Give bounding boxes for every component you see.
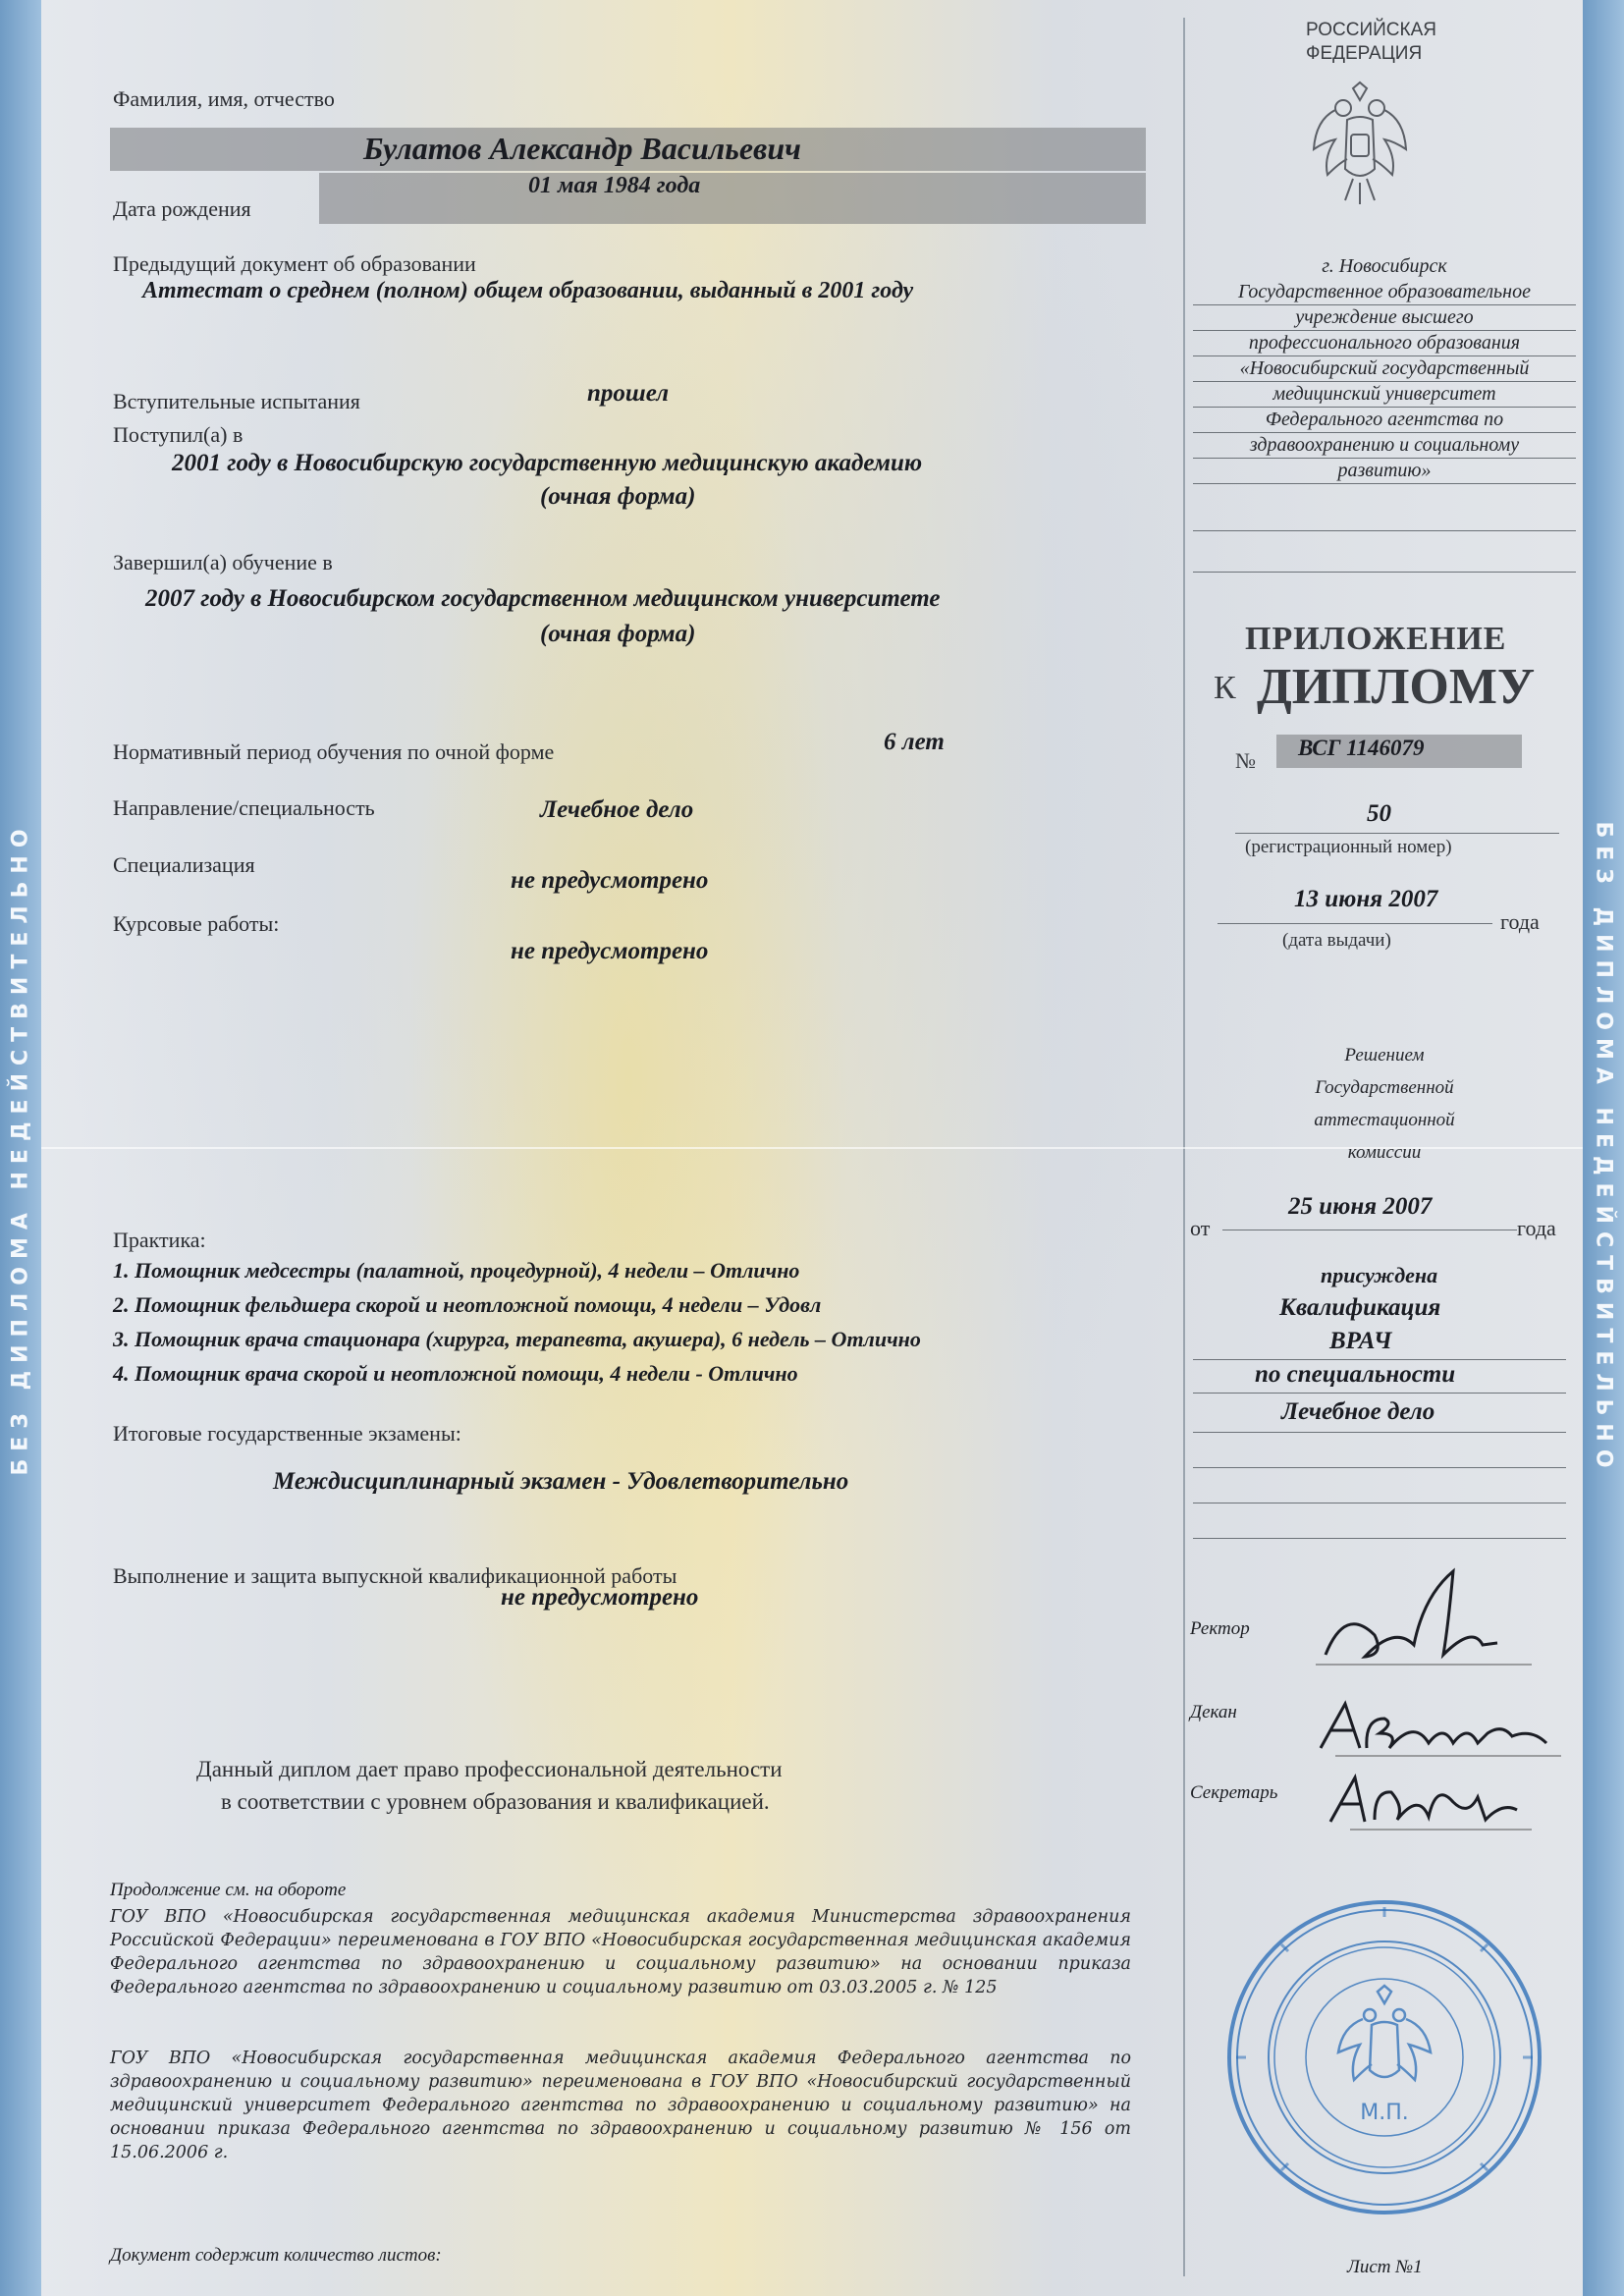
number-label: № bbox=[1235, 748, 1256, 773]
right-strip-caption: БЕЗ ДИПЛОМА НЕДЕЙСТВИТЕЛЬНО bbox=[1591, 820, 1616, 1476]
rule bbox=[1193, 530, 1576, 531]
practice-label: Практика: bbox=[113, 1228, 206, 1252]
practice-item-3: 3. Помощник врача стационара (хирурга, терапевта, акушера), 6 недель – Отлично bbox=[113, 1327, 921, 1351]
institution-line-3: учреждение высшего bbox=[1295, 306, 1474, 328]
rule bbox=[1193, 1432, 1566, 1433]
prev-doc-label: Предыдущий документ об образовании bbox=[113, 251, 476, 276]
fio-label: Фамилия, имя, отчество bbox=[113, 86, 335, 111]
specialization-value: не предусмотрено bbox=[511, 867, 709, 894]
fio-value: Булатов Александр Васильевич bbox=[363, 131, 801, 166]
rule bbox=[1193, 458, 1576, 459]
rule bbox=[1193, 381, 1576, 382]
country-line-2: ФЕДЕРАЦИЯ bbox=[1306, 43, 1423, 64]
rector-label: Ректор bbox=[1190, 1618, 1250, 1639]
rule bbox=[1193, 432, 1576, 433]
specialty-label: Направление/специальность bbox=[113, 795, 375, 820]
rule bbox=[1193, 1359, 1566, 1360]
birth-redaction-bar bbox=[319, 173, 1146, 224]
practice-item-2: 2. Помощник фельдшера скорой и неотложной помощи, 4 недели – Удовл bbox=[113, 1292, 822, 1317]
decision-block bbox=[1237, 1039, 1532, 1169]
institution-line-1: г. Новосибирск bbox=[1322, 255, 1447, 277]
left-strip-caption: БЕЗ ДИПЛОМА НЕДЕЙСТВИТЕЛЬНО bbox=[8, 820, 33, 1476]
rule bbox=[1218, 923, 1492, 924]
double-headed-eagle-icon bbox=[1306, 81, 1414, 208]
sheet-label: Лист №1 bbox=[1347, 2257, 1423, 2277]
admitted-form: (очная форма) bbox=[540, 483, 696, 510]
issue-date: 13 июня 2007 bbox=[1294, 886, 1438, 912]
sheets-label: Документ содержит количество листов: bbox=[110, 2245, 442, 2266]
continued-note: Продолжение см. на обороте bbox=[110, 1880, 347, 1900]
reg-number: 50 bbox=[1367, 800, 1391, 827]
institution-line-5: «Новосибирский государственный bbox=[1239, 357, 1530, 379]
rights-line-1: Данный диплом дает право профессиональной деятельности bbox=[196, 1757, 783, 1781]
entrance-exams-label: Вступительные испытания bbox=[113, 389, 360, 413]
specialty-value: Лечебное дело bbox=[540, 796, 694, 823]
birth-label: Дата рождения bbox=[113, 196, 251, 221]
footnote-1: ГОУ ВПО «Новосибирская государственная медицинская академия Министерства здравоохранения Российской Федерации» переименована в ГОУ ВПО «Новосибирская государственная медицинская академия Федерального агентства по здравоохранению и социальному развитию» на основании приказа Федерального агентства по здравоохранению и социальному развитию от 03.03.2005 г. № 125 bbox=[110, 1907, 1131, 1997]
footnote-2: ГОУ ВПО «Новосибирская государственная медицинская академия Федерального агентства по здравоохранению и социальному развитию» переименована в ГОУ ВПО «Новосибирский государственный медицинский университет Федерального агентства по здравоохранению и социальному развитию» на основании приказа Федерального агентства по здравоохранению и социальному развитию № 156 от 15.06.2006 г. bbox=[110, 2049, 1131, 2162]
rule bbox=[1235, 833, 1559, 834]
issue-label: (дата выдачи) bbox=[1282, 930, 1391, 951]
qualification-label: Квалификация bbox=[1279, 1294, 1441, 1321]
rights-line-2: в соответствии с уровнем образования и квалификацией. bbox=[221, 1789, 770, 1814]
rule bbox=[1193, 304, 1576, 305]
institution-line-6: медицинский университет bbox=[1272, 383, 1496, 405]
dean-signature-icon bbox=[1306, 1689, 1581, 1768]
rule bbox=[1193, 355, 1576, 356]
title-line-2: ДИПЛОМУ bbox=[1257, 659, 1536, 715]
from-label: от bbox=[1190, 1216, 1211, 1240]
finished-form: (очная форма) bbox=[540, 621, 696, 647]
practice-item-1: 1. Помощник медсестры (палатной, процедурной), 4 недели – Отлично bbox=[113, 1258, 800, 1283]
thesis-value: не предусмотрено bbox=[501, 1584, 699, 1611]
decision-line-1: Решением bbox=[1344, 1045, 1425, 1066]
seal-label: М.П. bbox=[1360, 2101, 1409, 2125]
right-strip-text bbox=[1583, 0, 1624, 2296]
official-seal-icon bbox=[1222, 1895, 1546, 2219]
rule bbox=[1193, 483, 1576, 484]
practice-item-4: 4. Помощник врача скорой и неотложной помощи, 4 недели - Отлично bbox=[113, 1361, 798, 1386]
decision-line-2: Государственной bbox=[1315, 1077, 1454, 1098]
number-value: ВСГ 1146079 bbox=[1298, 736, 1425, 760]
institution-line-7: Федерального агентства по bbox=[1265, 409, 1504, 430]
institution-line-8: здравоохранению и социальному bbox=[1249, 434, 1520, 456]
rule bbox=[1193, 330, 1576, 331]
final-exams-label: Итоговые государственные экзамены: bbox=[113, 1421, 461, 1446]
right-specialty-value: Лечебное дело bbox=[1281, 1398, 1435, 1425]
institution-line-4: профессионального образования bbox=[1248, 332, 1521, 354]
specialization-label: Специализация bbox=[113, 852, 255, 877]
rule bbox=[1193, 1467, 1566, 1468]
admitted-label: Поступил(а) в bbox=[113, 422, 244, 447]
entrance-exams-value: прошел bbox=[587, 380, 670, 407]
secretary-signature-icon bbox=[1321, 1763, 1546, 1841]
final-exams-value: Междисциплинарный экзамен - Удовлетворительно bbox=[273, 1468, 849, 1495]
secretary-label: Секретарь bbox=[1190, 1782, 1278, 1803]
rule bbox=[1193, 1538, 1566, 1539]
admitted-value: 2001 году в Новосибирскую государственную медицинскую академию bbox=[172, 450, 923, 476]
period-label: Нормативный период обучения по очной форме bbox=[113, 739, 555, 764]
rule bbox=[1193, 572, 1576, 573]
institution-block bbox=[1193, 253, 1576, 483]
period-value: 6 лет bbox=[884, 729, 945, 755]
rule bbox=[1193, 1393, 1566, 1394]
country-line-1: РОССИЙСКАЯ bbox=[1306, 20, 1436, 40]
left-strip-text bbox=[0, 0, 41, 2296]
issue-year-word: года bbox=[1500, 909, 1540, 934]
prev-doc-value: Аттестат о среднем (полном) общем образовании, выданный в 2001 году bbox=[142, 278, 914, 303]
decision-line-3: аттестационной bbox=[1314, 1110, 1455, 1130]
reg-label: (регистрационный номер) bbox=[1245, 837, 1452, 857]
title-prefix: К bbox=[1214, 670, 1236, 706]
institution-line-9: развитию» bbox=[1337, 460, 1432, 481]
by-specialty: по специальности bbox=[1255, 1361, 1456, 1388]
decision-date: 25 июня 2007 bbox=[1288, 1193, 1433, 1220]
finished-label: Завершил(а) обучение в bbox=[113, 550, 333, 574]
title-line-1: ПРИЛОЖЕНИЕ bbox=[1245, 621, 1507, 657]
rule bbox=[1193, 407, 1576, 408]
thesis-label: Выполнение и защита выпускной квалификационной работы bbox=[113, 1563, 677, 1588]
dean-label: Декан bbox=[1190, 1702, 1237, 1722]
coursework-value: не предусмотрено bbox=[511, 938, 709, 964]
awarded-text: присуждена bbox=[1321, 1263, 1438, 1287]
birth-value: 01 мая 1984 года bbox=[528, 173, 701, 198]
finished-value: 2007 году в Новосибирском государственном медицинском университете bbox=[145, 585, 941, 612]
decision-year-word: года bbox=[1517, 1216, 1556, 1240]
rector-signature-icon bbox=[1306, 1566, 1542, 1674]
qualification-value: ВРАЧ bbox=[1329, 1328, 1392, 1354]
decision-line-4: комиссии bbox=[1347, 1142, 1422, 1163]
institution-line-2: Государственное образовательное bbox=[1238, 281, 1531, 302]
coursework-label: Курсовые работы: bbox=[113, 911, 280, 936]
